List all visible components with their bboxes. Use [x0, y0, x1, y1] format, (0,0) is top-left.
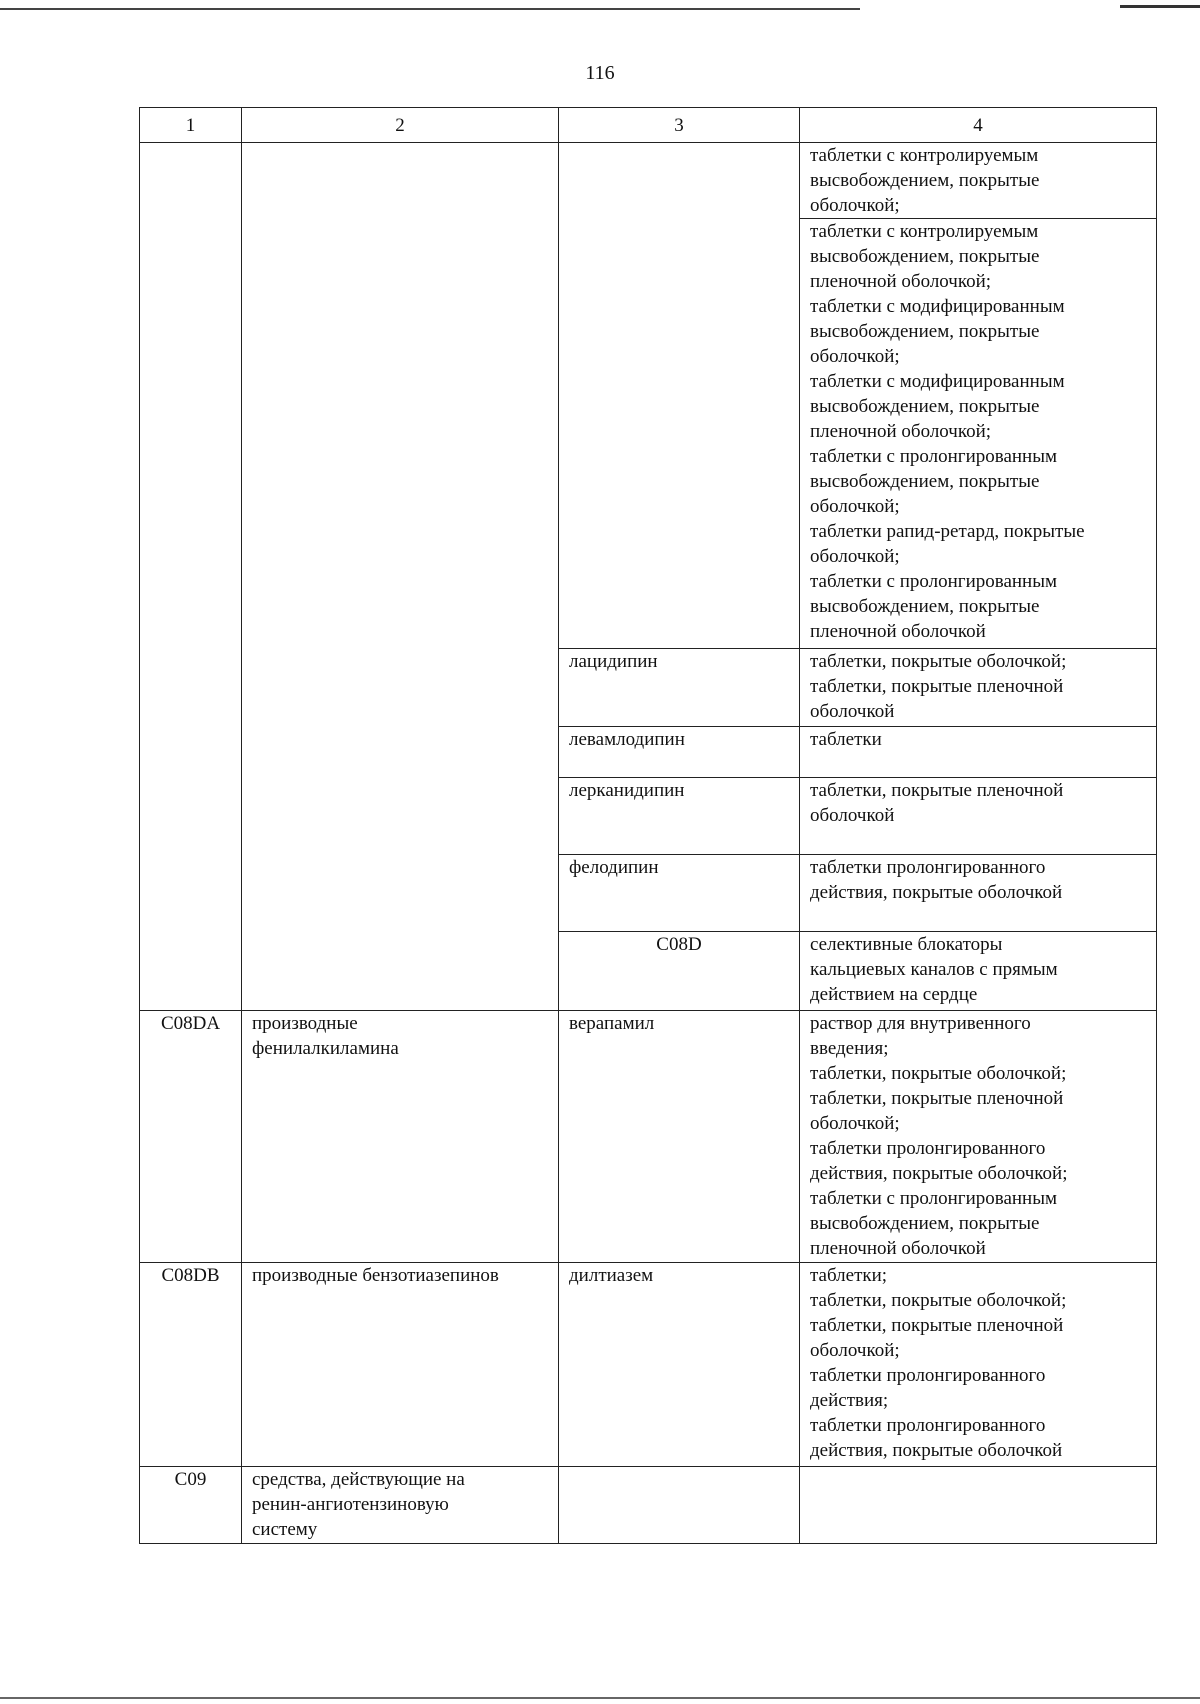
form-line: таблетки, покрытые оболочкой; [810, 1063, 1067, 1084]
table-row [140, 1011, 1157, 1263]
group-name-line: ренин-ангиотензиновую [252, 1494, 449, 1515]
form-line: введения; [810, 1038, 889, 1059]
drug-name-cell: дилтиазем [559, 1263, 800, 1467]
header-col-2: 2 [242, 108, 559, 143]
code-cell-empty [140, 143, 242, 1011]
form-line: таблетки пролонгированного [810, 1365, 1046, 1386]
drug-registry-table [139, 107, 1157, 1544]
form-line: таблетки, покрытые оболочкой; [810, 1290, 1067, 1311]
form-line: таблетки [810, 729, 882, 750]
form-line: таблетки с модифицированным [810, 371, 1065, 392]
forms-cell [800, 649, 1157, 727]
drug-name-cell [559, 649, 800, 727]
form-line: таблетки с контролируемым [810, 221, 1039, 242]
page-number: 116 [585, 62, 615, 84]
group-name-line: производные бензотиазепинов [252, 1265, 499, 1286]
atc-code: C08D [559, 932, 800, 1011]
table-row [140, 1263, 1157, 1467]
drug-name-cell [559, 727, 800, 778]
group-name-line: производные [252, 1013, 358, 1034]
form-line: оболочкой; [810, 1340, 900, 1361]
drug-name: лерканидипин [569, 780, 685, 801]
form-line: таблетки с пролонгированным [810, 446, 1058, 467]
group-name-line: действием на сердце [810, 984, 978, 1005]
form-line: оболочкой; [810, 346, 900, 367]
group-name-line: фенилалкиламина [252, 1038, 399, 1059]
form-line: оболочкой; [810, 1113, 900, 1134]
form-line: оболочкой; [810, 195, 900, 216]
form-line: таблетки с пролонгированным [810, 571, 1058, 592]
form-line: высвобождением, покрытые [810, 471, 1040, 492]
form-line: таблетки пролонгированного [810, 1415, 1046, 1436]
scan-artifact-bottom [0, 1697, 1200, 1699]
form-line: таблетки с пролонгированным [810, 1188, 1058, 1209]
form-line: пленочной оболочкой; [810, 421, 992, 442]
form-line: таблетки, покрытые пленочной [810, 1088, 1064, 1109]
forms-cell [800, 1467, 1157, 1544]
forms-cell [800, 1011, 1157, 1263]
group-name-cell [242, 1263, 559, 1467]
form-line: таблетки с контролируемым [810, 145, 1039, 166]
form-line: таблетки рапид-ретард, покрытые [810, 521, 1085, 542]
table-header-row [140, 108, 1157, 143]
form-line: пленочной оболочкой [810, 1238, 986, 1259]
forms-cell [800, 727, 1157, 778]
group-cell-empty [242, 143, 559, 1011]
form-line: таблетки, покрытые пленочной [810, 1315, 1064, 1336]
form-line: оболочкой [810, 805, 895, 826]
scan-artifact-top [0, 8, 860, 10]
form-line: действия; [810, 1390, 889, 1411]
form-line: таблетки, покрытые пленочной [810, 780, 1064, 801]
drug-name: фелодипин [569, 857, 659, 878]
form-line: таблетки пролонгированного [810, 857, 1046, 878]
header-col-4: 4 [800, 108, 1157, 143]
group-name-line: кальциевых каналов с прямым [810, 959, 1058, 980]
form-line: таблетки пролонгированного [810, 1138, 1046, 1159]
drug-name: левамлодипин [569, 729, 685, 750]
forms-cell [800, 1263, 1157, 1467]
group-name-cell [242, 1467, 559, 1544]
atc-code: C08DA [140, 1011, 242, 1263]
form-line: высвобождением, покрытые [810, 1213, 1040, 1234]
form-line: раствор для внутривенного [810, 1013, 1031, 1034]
group-name-line: средства, действующие на [252, 1469, 465, 1490]
form-line: таблетки, покрытые пленочной [810, 676, 1064, 697]
form-line: оболочкой [810, 701, 895, 722]
form-line: оболочкой; [810, 496, 900, 517]
table-row [140, 1467, 1157, 1544]
form-line: высвобождением, покрытые [810, 596, 1040, 617]
forms-cell [800, 855, 1157, 932]
atc-code: C08DB [140, 1263, 242, 1467]
form-line: высвобождением, покрытые [810, 396, 1040, 417]
drug-name-cell: верапамил [559, 1011, 800, 1263]
drug-name-cell [559, 855, 800, 932]
form-line: таблетки, покрытые оболочкой; [810, 651, 1067, 672]
form-line: пленочной оболочкой; [810, 271, 992, 292]
form-line: таблетки с модифицированным [810, 296, 1065, 317]
form-line: таблетки; [810, 1265, 888, 1286]
atc-code: C09 [140, 1467, 242, 1544]
drug-name: лацидипин [569, 651, 658, 672]
form-line: действия, покрытые оболочкой; [810, 1163, 1068, 1184]
form-line: высвобождением, покрытые [810, 321, 1040, 342]
header-col-1: 1 [140, 108, 242, 143]
form-line: действия, покрытые оболочкой [810, 1440, 1063, 1461]
forms-cell [800, 219, 1157, 649]
group-name-cell [800, 932, 1157, 1011]
group-name-line: селективные блокаторы [810, 934, 1003, 955]
drug-cell-empty [559, 143, 800, 649]
table-row [140, 143, 1157, 219]
form-line: высвобождением, покрытые [810, 170, 1040, 191]
drug-name-cell [559, 778, 800, 855]
drug-name-cell [559, 1467, 800, 1544]
group-name-cell [242, 1011, 559, 1263]
form-line: высвобождением, покрытые [810, 246, 1040, 267]
scan-artifact-top-right [1120, 5, 1200, 8]
group-name-line: систему [252, 1519, 318, 1540]
form-line: пленочной оболочкой [810, 621, 986, 642]
form-line: оболочкой; [810, 546, 900, 567]
form-line: действия, покрытые оболочкой [810, 882, 1063, 903]
forms-cell [800, 143, 1157, 219]
header-col-3: 3 [559, 108, 800, 143]
forms-cell [800, 778, 1157, 855]
